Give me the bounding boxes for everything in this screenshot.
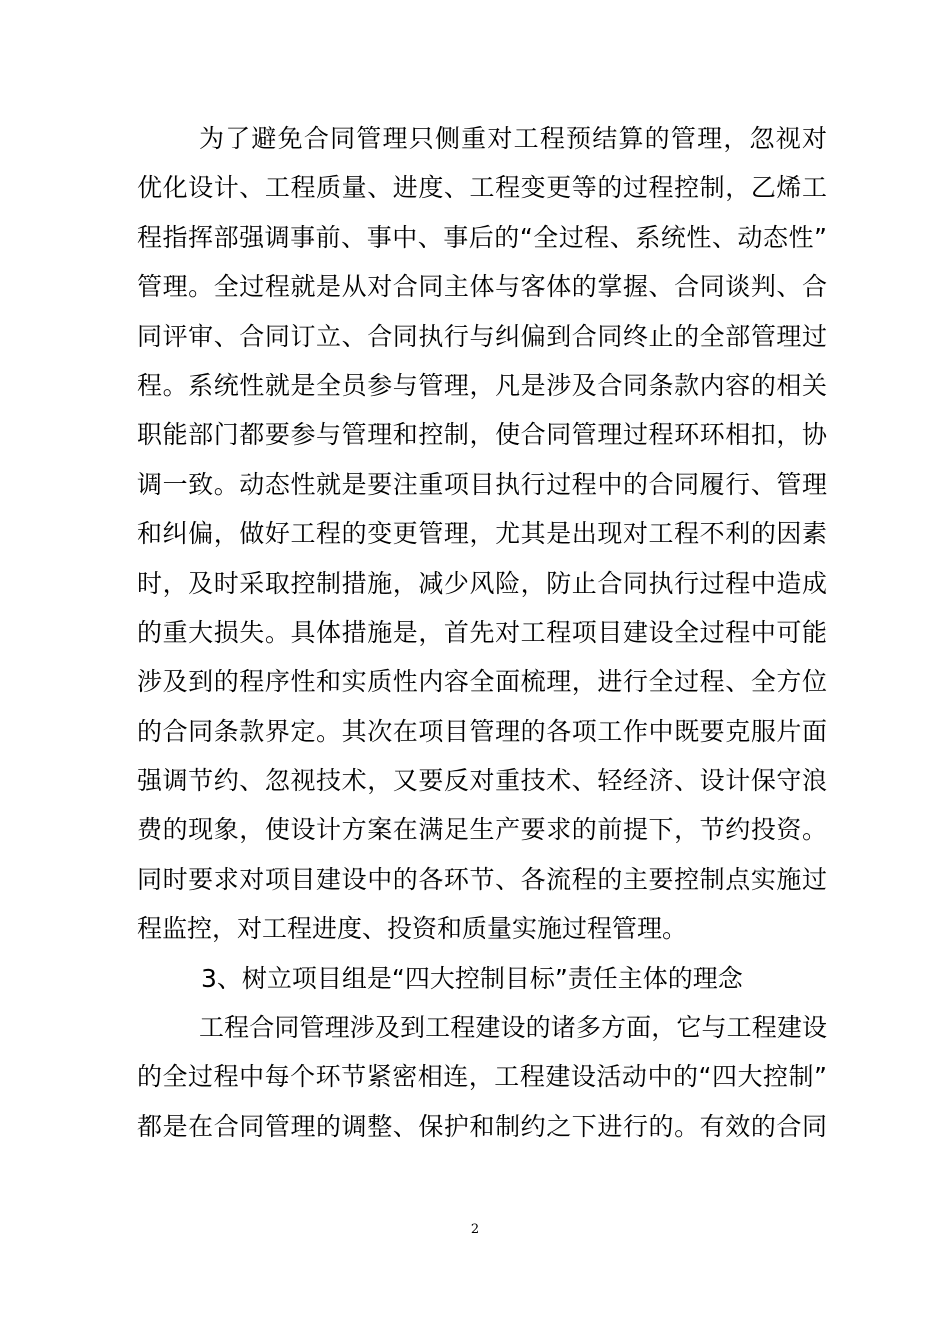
- text-line: 时，及时采取控制措施，减少风险，防止合同执行过程中造成: [137, 568, 827, 598]
- text-line: 优化设计、工程质量、进度、工程变更等的过程控制，乙烯工: [137, 173, 827, 203]
- text-line: 为了避免合同管理只侧重对工程预结算的管理，忽视对: [199, 124, 827, 153]
- text-line: 涉及到的程序性和实质性内容全面梳理，进行全过程、全方位: [137, 667, 827, 697]
- text-line: 程指挥部强调事前、事中、事后的“全过程、系统性、动态性”: [137, 222, 827, 252]
- text-line: 的全过程中每个环节紧密相连，工程建设活动中的“四大控制”: [137, 1062, 827, 1092]
- text-line: 的重大损失。具体措施是，首先对工程项目建设全过程中可能: [137, 617, 827, 647]
- text-line: 同时要求对项目建设中的各环节、各流程的主要控制点实施过: [137, 864, 827, 894]
- page-number: 2: [470, 1222, 480, 1237]
- text-line: 工程合同管理涉及到工程建设的诸多方面，它与工程建设: [199, 1013, 827, 1043]
- text-line: 的合同条款界定。其次在项目管理的各项工作中既要克服片面: [137, 716, 827, 746]
- section-heading: 3、树立项目组是“四大控制目标”责任主体的理念: [201, 963, 743, 993]
- body-text: [137, 114, 827, 1151]
- text-line: 程。系统性就是全员参与管理，凡是涉及合同条款内容的相关: [137, 370, 827, 400]
- text-line: 和纠偏，做好工程的变更管理，尤其是出现对工程不利的因素: [137, 519, 827, 549]
- text-line: 职能部门都要参与管理和控制，使合同管理过程环环相扣，协: [137, 420, 827, 450]
- text-line: 强调节约、忽视技术，又要反对重技术、轻经济、设计保守浪: [137, 766, 827, 796]
- text-line: 调一致。动态性就是要注重项目执行过程中的合同履行、管理: [137, 469, 827, 499]
- text-line: 同评审、合同订立、合同执行与纠偏到合同终止的全部管理过: [137, 321, 827, 351]
- text-line: 管理。全过程就是从对合同主体与客体的掌握、合同谈判、合: [137, 272, 827, 302]
- text-line: 都是在合同管理的调整、保护和制约之下进行的。有效的合同: [137, 1111, 827, 1141]
- text-line: 费的现象，使设计方案在满足生产要求的前提下，节约投资。: [137, 815, 827, 845]
- text-line: 程监控，对工程进度、投资和质量实施过程管理。: [137, 914, 688, 944]
